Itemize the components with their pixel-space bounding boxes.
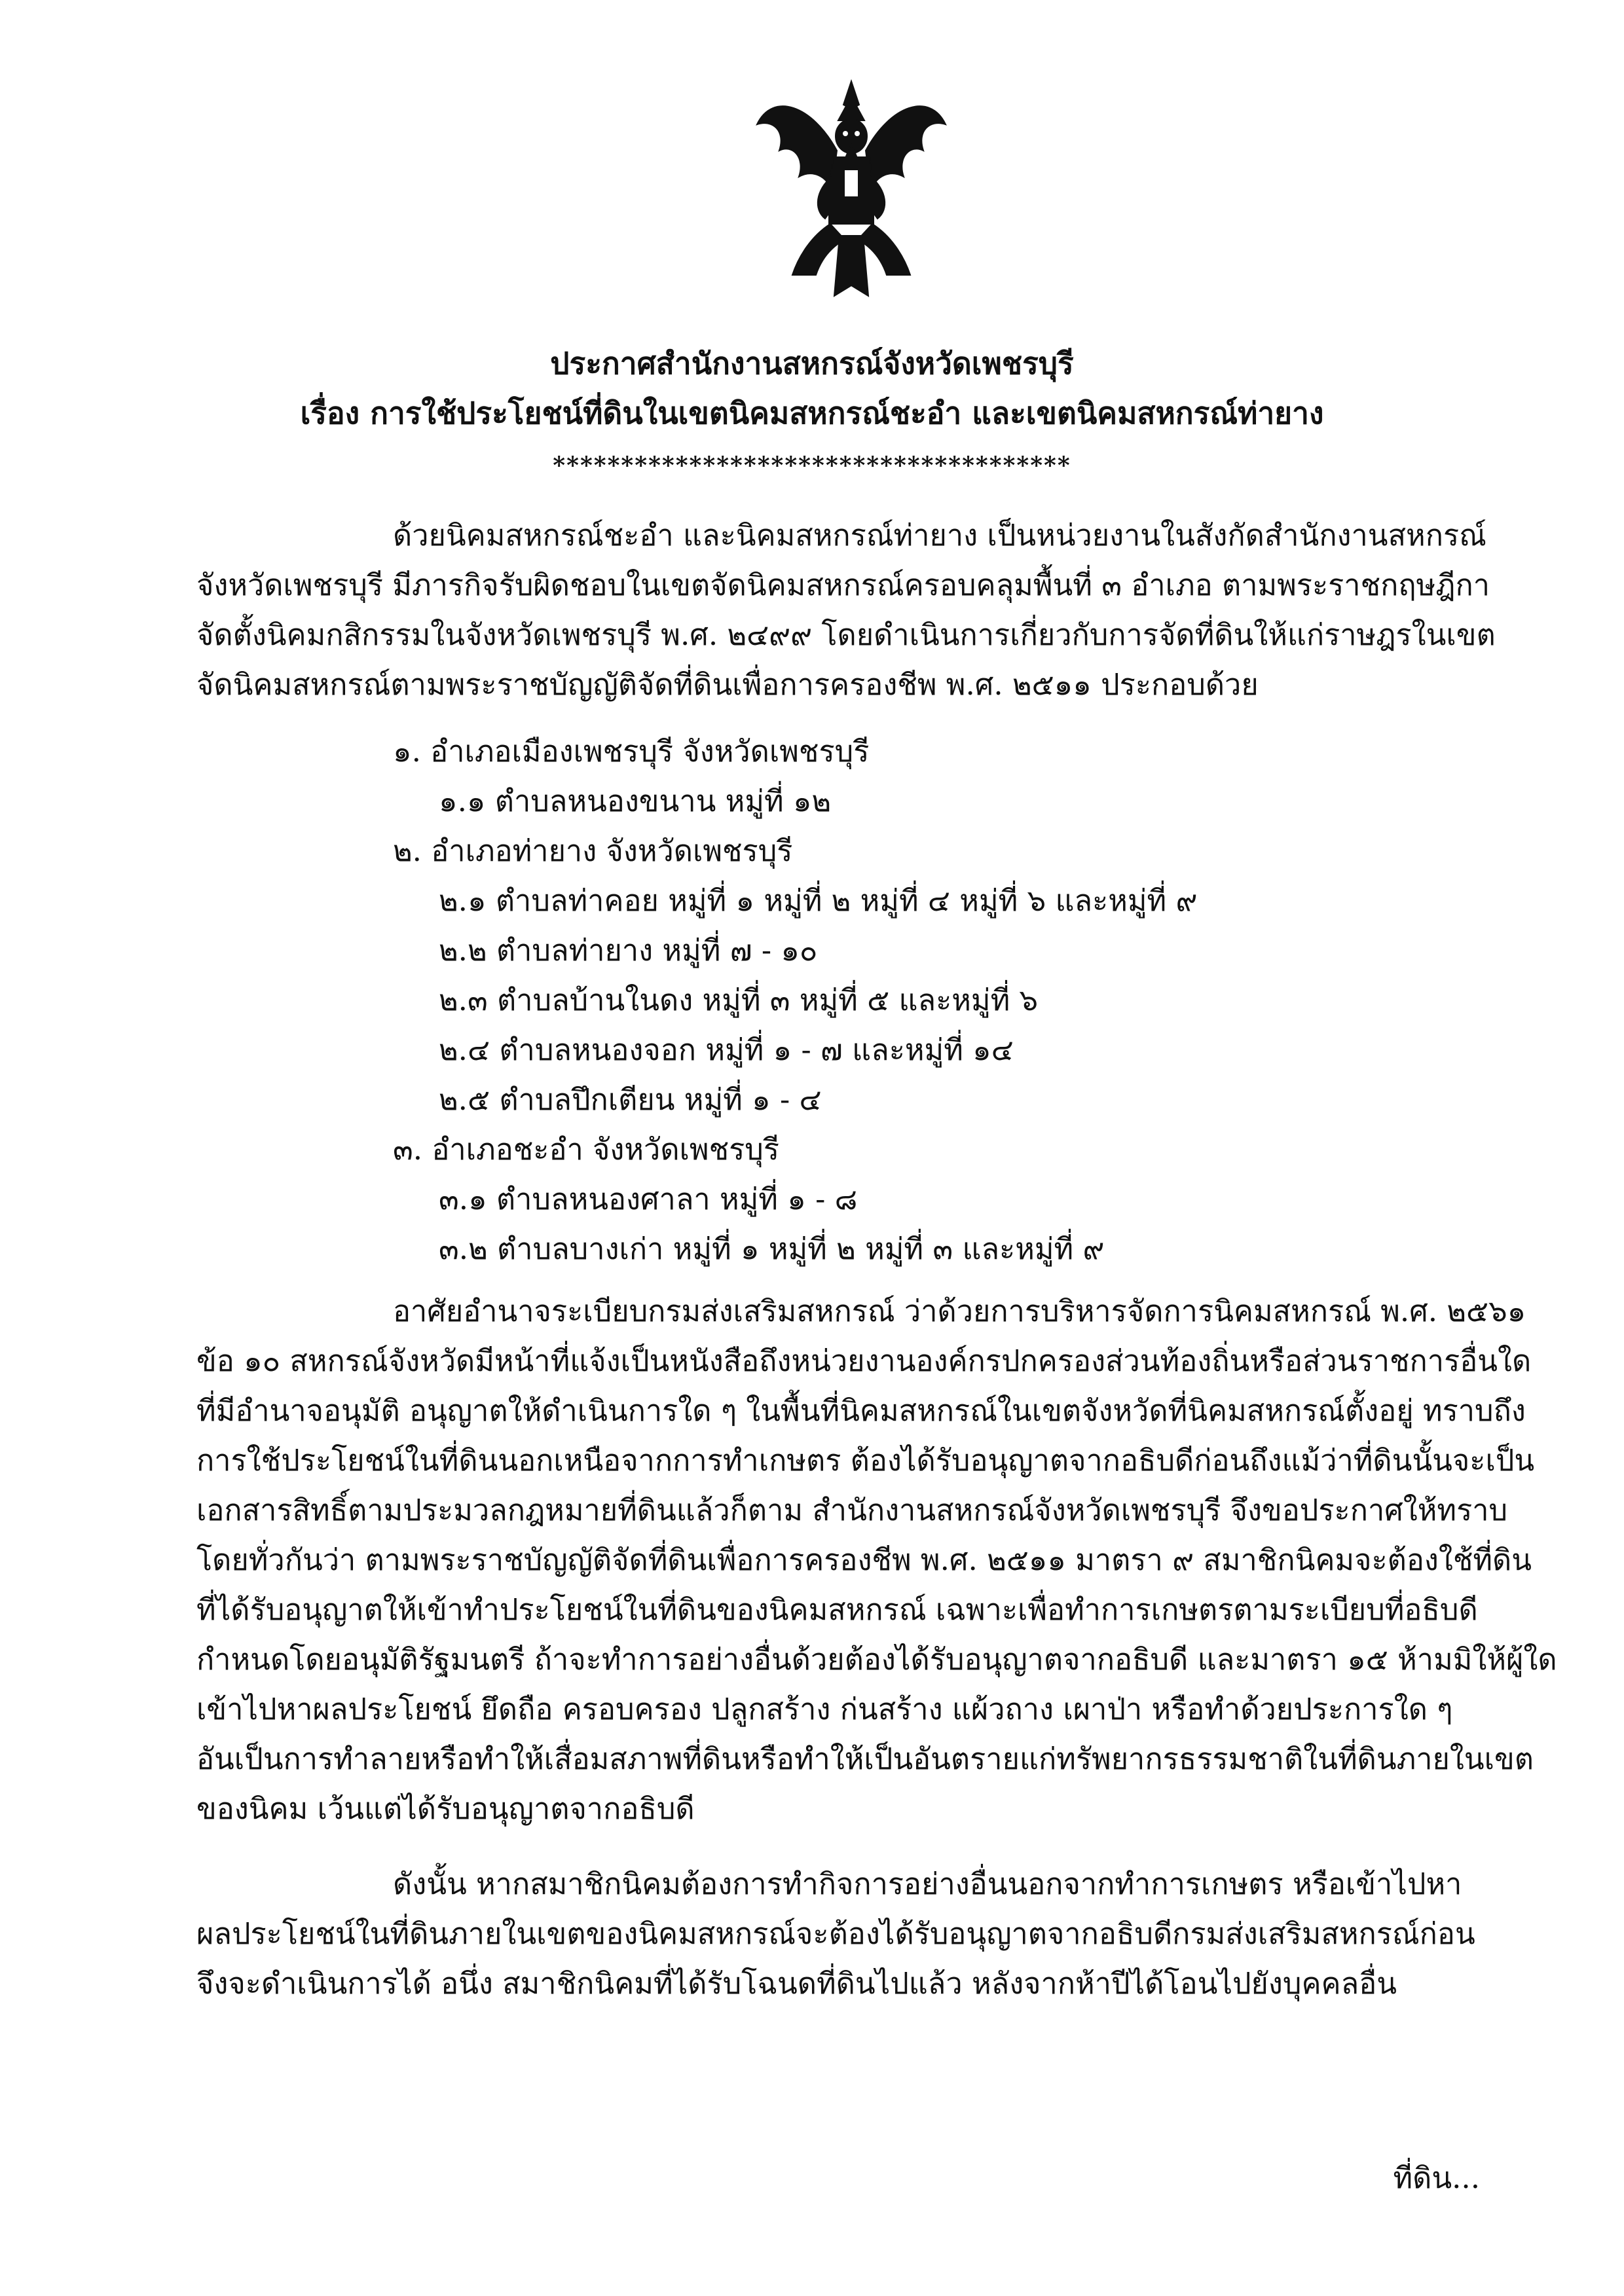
list-item-subdistrict: ๑.๑ ตำบลหนองขนาน หมู่ที่ ๑๒ [439,784,832,818]
paragraph-line: เอกสารสิทธิ์ตามประมวลกฎหมายที่ดินแล้วก็ตาม สำนักงานสหกรณ์จังหวัดเพชรบุรี จึงขอประกาศให้ทราบ [196,1493,1508,1527]
paragraph-line: จึงจะดำเนินการได้ อนึ่ง สมาชิกนิคมที่ได้รับโฉนดที่ดินไปแล้ว หลังจากห้าปีได้โอนไปยังบุคคลอื่น [196,1966,1397,2001]
paragraph-line: ดังนั้น หากสมาชิกนิคมต้องการทำกิจการอย่างอื่นนอกจากทำการเกษตร หรือเข้าไปหา [393,1867,1462,1901]
list-item-subdistrict: ๓.๒ ตำบลบางเก่า หมู่ที่ ๑ หมู่ที่ ๒ หมู่ที่ ๓ และหมู่ที่ ๙ [439,1231,1105,1266]
list-item-subdistrict: ๒.๑ ตำบลท่าคอย หมู่ที่ ๑ หมู่ที่ ๒ หมู่ที่ ๔ หมู่ที่ ๖ และหมู่ที่ ๙ [439,883,1198,918]
page-continuation: ที่ดิน... [1393,2160,1480,2195]
paragraph-line: จัดนิคมสหกรณ์ตามพระราชบัญญัติจัดที่ดินเพื่อการครองชีพ พ.ศ. ๒๕๑๑ ประกอบด้วย [196,667,1259,702]
announcement-subject: เรื่อง การใช้ประโยชน์ที่ดินในเขตนิคมสหกรณ์ชะอำ และเขตนิคมสหกรณ์ท่ายาง [300,395,1324,431]
list-item-subdistrict: ๒.๕ ตำบลปึกเตียน หมู่ที่ ๑ - ๔ [439,1082,822,1117]
paragraph-line: อาศัยอำนาจระเบียบกรมส่งเสริมสหกรณ์ ว่าด้วยการบริหารจัดการนิคมสหกรณ์ พ.ศ. ๒๕๖๑ [393,1294,1526,1328]
list-item-subdistrict: ๒.๓ ตำบลบ้านในดง หมู่ที่ ๓ หมู่ที่ ๕ และหมู่ที่ ๖ [439,983,1039,1017]
paragraph-line: ผลประโยชน์ในที่ดินภายในเขตของนิคมสหกรณ์จะต้องได้รับอนุญาตจากอธิบดีกรมส่งเสริมสหกรณ์ก่อน [196,1916,1475,1951]
regulation-paragraph [196,1286,1557,1834]
garuda-emblem-icon [753,79,950,301]
paragraph-line: ด้วยนิคมสหกรณ์ชะอำ และนิคมสหกรณ์ท่ายาง เป็นหน่วยงานในสังกัดสำนักงานสหกรณ์ [393,518,1486,553]
list-item-district: ๑. อำเภอเมืองเพชรบุรี จังหวัดเพชรบุรี [393,734,870,769]
paragraph-line: ที่ได้รับอนุญาตให้เข้าทำประโยชน์ในที่ดินของนิคมสหกรณ์ เฉพาะเพื่อทำการเกษตรตามระเบียบที่อธิบดี [196,1592,1478,1627]
paragraph-line: โดยทั่วกันว่า ตามพระราชบัญญัติจัดที่ดินเพื่อการครองชีพ พ.ศ. ๒๕๑๑ มาตรา ๙ สมาชิกนิคมจะต้องใช้ที่ดิน [196,1542,1532,1577]
paragraph-line: ข้อ ๑๐ สหกรณ์จังหวัดมีหน้าที่แจ้งเป็นหนังสือถึงหน่วยงานองค์กรปกครองส่วนท้องถิ่นหรือส่วนราชการอื่นใด [196,1343,1532,1378]
separator-line: ************************************** [553,452,1071,479]
list-item-district: ๒. อำเภอท่ายาง จังหวัดเพชรบุรี [393,833,793,868]
paragraph-line: จัดตั้งนิคมกสิกรรมในจังหวัดเพชรบุรี พ.ศ. ๒๔๙๙ โดยดำเนินการเกี่ยวกับการจัดที่ดินให้แก่ราษฎรในเขต [196,617,1496,652]
announcement-title: ประกาศสำนักงานสหกรณ์จังหวัดเพชรบุรี [550,346,1074,381]
paragraph-line: อันเป็นการทำลายหรือทำให้เสื่อมสภาพที่ดินหรือทำให้เป็นอันตรายแก่ทรัพยากรธรรมชาติในที่ดินภายในเขต [196,1741,1534,1776]
list-item-subdistrict: ๒.๔ ตำบลหนองจอก หมู่ที่ ๑ - ๗ และหมู่ที่ ๑๔ [439,1032,1014,1067]
list-item-subdistrict: ๓.๑ ตำบลหนองศาลา หมู่ที่ ๑ - ๘ [439,1182,858,1216]
paragraph-line: ของนิคม เว้นแต่ได้รับอนุญาตจากอธิบดี [196,1791,695,1826]
list-item-subdistrict: ๒.๒ ตำบลท่ายาง หมู่ที่ ๗ - ๑๐ [439,933,818,968]
list-item-district: ๓. อำเภอชะอำ จังหวัดเพชรบุรี [393,1132,780,1167]
paragraph-line: เข้าไปหาผลประโยชน์ ยึดถือ ครอบครอง ปลูกสร้าง ก่นสร้าง แผ้วถาง เผาป่า หรือทำด้วยประการใด ๆ [196,1692,1453,1726]
paragraph-line: ที่มีอำนาจอนุมัติ อนุญาตให้ดำเนินการใด ๆ ในพื้นที่นิคมสหกรณ์ในเขตจังหวัดที่นิคมสหกรณ์ตั้งอยู่ ทราบถึง [196,1393,1526,1428]
paragraph-line: จังหวัดเพชรบุรี มีภารกิจรับผิดชอบในเขตจัดนิคมสหกรณ์ครอบคลุมพื้นที่ ๓ อำเภอ ตามพระราชกฤษฎีกา [196,568,1490,602]
paragraph-line: การใช้ประโยชน์ในที่ดินนอกเหนือจากการทำเกษตร ต้องได้รับอนุญาตจากอธิบดีก่อนถึงแม้ว่าที่ดินนั้นจะเป็น [196,1443,1535,1478]
paragraph-line: กำหนดโดยอนุมัติรัฐมนตรี ถ้าจะทำการอย่างอื่นด้วยต้องได้รับอนุญาตจากอธิบดี และมาตรา ๑๕ ห้ามมิให้ผู้ใด [196,1642,1557,1677]
intro-paragraph [196,511,1496,710]
conclusion-paragraph [196,1859,1475,2009]
